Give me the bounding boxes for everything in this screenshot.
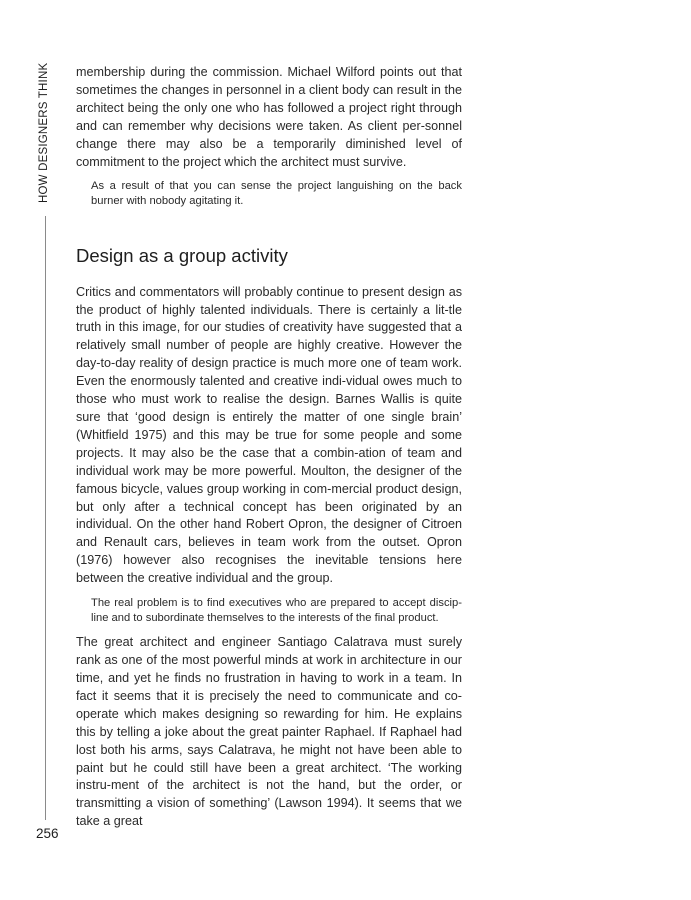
paragraph: Critics and commentators will probably continue to present design as the product of highly talented individuals. There is certainly a lit-tle truth in this image, for our studies of creativity have suggested that a relatively small number of people are highly creative. However the day-to-day reality of design practice is much more one of team work. Even the enormously talented and creative indi-vidual owes much to those who must work to realise the design. Barnes Wallis is quite sure that ‘good design is entirely the matter of one single brain’ (Whitfield 1975) and this may be true for some people and some projects. It may also be the case that a combin-ation of team and individual work may be more powerful. Moulton, the designer of the famous bicycle, values group working in com-mercial product design, but only after a technical concept has been originated by an individual. On the other hand Robert Opron, the designer of Citroen and Renault cars, believes in team work from the outset. Opron (1976) however also recognises the inevitable tensions here between the creative individual and the group. xyxy=(76,284,462,586)
body-text xyxy=(76,64,462,831)
paragraph: membership during the commission. Michael Wilford points out that sometimes the changes in personnel in a client body can result in the architect being the only one who has followed a project right through and can remember why decisions were taken. As client per-sonnel change there may also be a temporarily diminished level of commitment to the project which the architect must survive. xyxy=(76,65,462,169)
page-number: 256 xyxy=(36,826,59,841)
paragraph: The great architect and engineer Santiago Calatrava must surely rank as one of the most powerful minds at work in architecture in our time, and yet he finds no frustration in having to work in a team. In fact it seems that it is precisely the need to communicate and co-operate which makes designing so rewarding for him. He explains this by telling a joke about the great painter Raphael. If Raphael had lost both his arms, says Calatrava, he might not have been able to paint but he could still have been a great architect. ‘The working instru-ment of the architect is not the hand, but the order, or transmitting a vision of something’ (Lawson 1994). It seems that we take a great xyxy=(76,635,462,829)
running-head-text: HOW DESIGNERS THINK xyxy=(38,62,50,203)
block-quote: The real problem is to find executives who are prepared to accept discip-line and to subordinate themselves to the interests of the final product. xyxy=(91,597,462,624)
side-rule xyxy=(45,216,46,820)
section-heading: Design as a group activity xyxy=(76,244,288,266)
block-quote: As a result of that you can sense the project languishing on the back burner with nobody agitating it. xyxy=(91,180,462,208)
